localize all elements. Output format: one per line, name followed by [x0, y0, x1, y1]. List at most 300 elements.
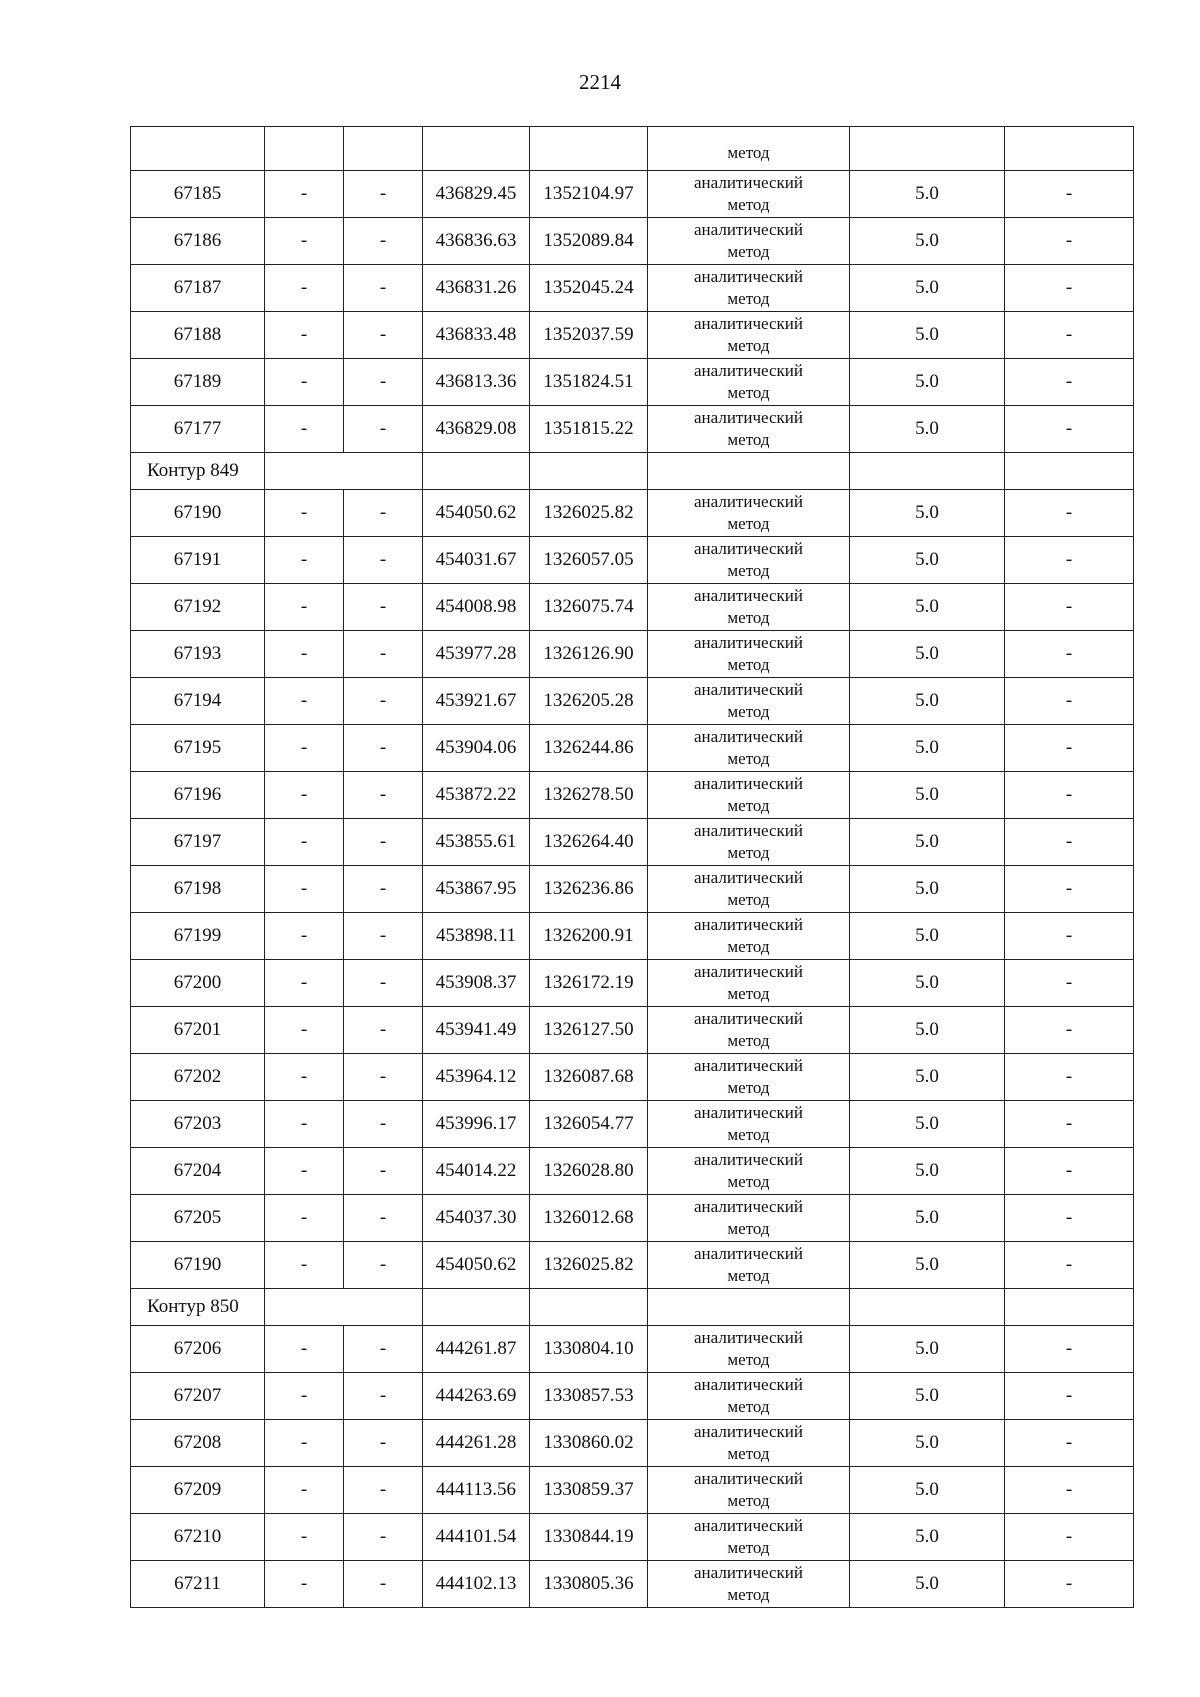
- table-row: [131, 265, 1134, 312]
- x-coordinate-cell: 453977.28: [423, 631, 530, 678]
- dash-cell: -: [1005, 725, 1134, 772]
- dash-cell: -: [265, 1195, 344, 1242]
- dash-cell: -: [344, 1101, 423, 1148]
- method-cell: [648, 312, 850, 359]
- dash-cell: -: [265, 265, 344, 312]
- table-cell: [850, 1289, 1005, 1326]
- dash-cell: -: [265, 866, 344, 913]
- method-text: метод: [727, 195, 770, 214]
- dash-cell: -: [344, 265, 423, 312]
- section-header-row: [131, 1289, 1134, 1326]
- dash-cell: -: [344, 1373, 423, 1420]
- method-text: аналитический: [694, 1103, 803, 1122]
- method-text: аналитический: [694, 915, 803, 934]
- dash-cell: -: [1005, 1561, 1134, 1608]
- page-number: 2214: [579, 70, 621, 94]
- dash-cell: -: [344, 359, 423, 406]
- accuracy-cell: 5.0: [850, 819, 1005, 866]
- dash-cell: -: [344, 772, 423, 819]
- dash-cell: -: [265, 171, 344, 218]
- dash-cell: -: [1005, 584, 1134, 631]
- accuracy-cell: 5.0: [850, 1514, 1005, 1561]
- method-text: аналитический: [694, 821, 803, 840]
- accuracy-cell: 5.0: [850, 312, 1005, 359]
- point-id-cell: 67202: [131, 1054, 265, 1101]
- accuracy-cell: 5.0: [850, 171, 1005, 218]
- dash-cell: -: [265, 1326, 344, 1373]
- point-id-cell: 67197: [131, 819, 265, 866]
- point-id-cell: 67211: [131, 1561, 265, 1608]
- x-coordinate-cell: 453996.17: [423, 1101, 530, 1148]
- section-header-row: [131, 453, 1134, 490]
- y-coordinate-cell: 1326054.77: [530, 1101, 648, 1148]
- table-row: [131, 312, 1134, 359]
- method-cell: [648, 1326, 850, 1373]
- method-text: метод: [727, 289, 770, 308]
- dash-cell: -: [1005, 1148, 1134, 1195]
- dash-cell: -: [1005, 312, 1134, 359]
- dash-cell: -: [1005, 218, 1134, 265]
- y-coordinate-cell: 1330859.37: [530, 1467, 648, 1514]
- point-id-cell: 67199: [131, 913, 265, 960]
- x-coordinate-cell: 453908.37: [423, 960, 530, 1007]
- table-row: [131, 359, 1134, 406]
- x-coordinate-cell: 444261.28: [423, 1420, 530, 1467]
- table-cell: [131, 127, 265, 171]
- x-coordinate-cell: 444102.13: [423, 1561, 530, 1608]
- point-id-cell: 67196: [131, 772, 265, 819]
- dash-cell: -: [1005, 1420, 1134, 1467]
- dash-cell: -: [1005, 1101, 1134, 1148]
- x-coordinate-cell: 454050.62: [423, 1242, 530, 1289]
- point-id-cell: 67189: [131, 359, 265, 406]
- table-cell: [530, 453, 648, 490]
- y-coordinate-cell: 1326264.40: [530, 819, 648, 866]
- table-cell: [850, 127, 1005, 171]
- dash-cell: -: [265, 1514, 344, 1561]
- y-coordinate-cell: 1326244.86: [530, 725, 648, 772]
- method-cell: [648, 1007, 850, 1054]
- accuracy-cell: 5.0: [850, 866, 1005, 913]
- method-text: метод: [727, 383, 770, 402]
- y-coordinate-cell: 1330804.10: [530, 1326, 648, 1373]
- table-row: [131, 819, 1134, 866]
- method-text: аналитический: [694, 1009, 803, 1028]
- accuracy-cell: 5.0: [850, 359, 1005, 406]
- y-coordinate-cell: 1326057.05: [530, 537, 648, 584]
- y-coordinate-cell: 1326028.80: [530, 1148, 648, 1195]
- x-coordinate-cell: 453855.61: [423, 819, 530, 866]
- dash-cell: -: [1005, 537, 1134, 584]
- table-body: [131, 127, 1134, 1608]
- y-coordinate-cell: 1326200.91: [530, 913, 648, 960]
- table-cell: [423, 127, 530, 171]
- x-coordinate-cell: 454031.67: [423, 537, 530, 584]
- dash-cell: -: [1005, 1373, 1134, 1420]
- table-cell: [850, 453, 1005, 490]
- dash-cell: -: [1005, 819, 1134, 866]
- table-row: [131, 960, 1134, 1007]
- dash-cell: -: [265, 631, 344, 678]
- method-text: метод: [727, 937, 770, 956]
- accuracy-cell: 5.0: [850, 1101, 1005, 1148]
- table-row: [131, 1561, 1134, 1608]
- dash-cell: -: [344, 406, 423, 453]
- method-text: аналитический: [694, 1244, 803, 1263]
- method-cell: [648, 772, 850, 819]
- point-id-cell: 67186: [131, 218, 265, 265]
- method-text: метод: [727, 984, 770, 1003]
- x-coordinate-cell: 454014.22: [423, 1148, 530, 1195]
- method-text: аналитический: [694, 633, 803, 652]
- method-text: метод: [727, 143, 770, 162]
- dash-cell: -: [265, 819, 344, 866]
- table-row: [131, 631, 1134, 678]
- point-id-cell: 67207: [131, 1373, 265, 1420]
- table-row: [131, 1148, 1134, 1195]
- dash-cell: -: [344, 1054, 423, 1101]
- dash-cell: -: [344, 1467, 423, 1514]
- method-text: метод: [727, 1585, 770, 1604]
- dash-cell: -: [344, 218, 423, 265]
- accuracy-cell: 5.0: [850, 1326, 1005, 1373]
- coordinates-table: [130, 126, 1134, 1608]
- table-row: [131, 1420, 1134, 1467]
- x-coordinate-cell: 436813.36: [423, 359, 530, 406]
- dash-cell: -: [344, 312, 423, 359]
- method-cell: [648, 406, 850, 453]
- dash-cell: -: [1005, 1242, 1134, 1289]
- x-coordinate-cell: 453872.22: [423, 772, 530, 819]
- y-coordinate-cell: 1330805.36: [530, 1561, 648, 1608]
- point-id-cell: 67190: [131, 490, 265, 537]
- dash-cell: -: [265, 359, 344, 406]
- method-cell: [648, 1561, 850, 1608]
- table-row: [131, 1054, 1134, 1101]
- table-cell: [648, 1289, 850, 1326]
- point-id-cell: 67185: [131, 171, 265, 218]
- dash-cell: -: [344, 1561, 423, 1608]
- dash-cell: -: [265, 1054, 344, 1101]
- method-text: метод: [727, 1172, 770, 1191]
- method-text: метод: [727, 843, 770, 862]
- method-cell: [648, 218, 850, 265]
- dash-cell: -: [344, 960, 423, 1007]
- point-id-cell: 67206: [131, 1326, 265, 1373]
- method-text: метод: [727, 1350, 770, 1369]
- dash-cell: -: [344, 1195, 423, 1242]
- y-coordinate-cell: 1352037.59: [530, 312, 648, 359]
- dash-cell: -: [265, 913, 344, 960]
- table-row: [131, 1514, 1134, 1561]
- method-text: аналитический: [694, 774, 803, 793]
- dash-cell: -: [1005, 1326, 1134, 1373]
- method-text: метод: [727, 1538, 770, 1557]
- method-text: аналитический: [694, 173, 803, 192]
- method-text: аналитический: [694, 267, 803, 286]
- table-row: [131, 1101, 1134, 1148]
- point-id-cell: 67200: [131, 960, 265, 1007]
- dash-cell: -: [265, 537, 344, 584]
- point-id-cell: 67203: [131, 1101, 265, 1148]
- dash-cell: -: [265, 406, 344, 453]
- y-coordinate-cell: 1326172.19: [530, 960, 648, 1007]
- y-coordinate-cell: 1326127.50: [530, 1007, 648, 1054]
- dash-cell: -: [265, 490, 344, 537]
- point-id-cell: 67190: [131, 1242, 265, 1289]
- dash-cell: -: [265, 1561, 344, 1608]
- method-cell: [648, 537, 850, 584]
- method-text: аналитический: [694, 680, 803, 699]
- dash-cell: -: [1005, 265, 1134, 312]
- point-id-cell: 67193: [131, 631, 265, 678]
- table-row: [131, 171, 1134, 218]
- table-row: [131, 1242, 1134, 1289]
- method-cell: [648, 490, 850, 537]
- method-text: метод: [727, 1125, 770, 1144]
- section-label: Контур 850: [131, 1289, 265, 1326]
- x-coordinate-cell: 454008.98: [423, 584, 530, 631]
- method-text: аналитический: [694, 492, 803, 511]
- method-text: метод: [727, 336, 770, 355]
- dash-cell: -: [344, 537, 423, 584]
- x-coordinate-cell: 444101.54: [423, 1514, 530, 1561]
- x-coordinate-cell: 436836.63: [423, 218, 530, 265]
- accuracy-cell: 5.0: [850, 725, 1005, 772]
- dash-cell: -: [265, 1420, 344, 1467]
- point-id-cell: 67204: [131, 1148, 265, 1195]
- table-cell: [265, 453, 423, 490]
- dash-cell: -: [344, 631, 423, 678]
- method-text: аналитический: [694, 1516, 803, 1535]
- method-text: метод: [727, 430, 770, 449]
- dash-cell: -: [265, 584, 344, 631]
- accuracy-cell: 5.0: [850, 1373, 1005, 1420]
- table-row: [131, 678, 1134, 725]
- dash-cell: -: [344, 1326, 423, 1373]
- method-text: метод: [727, 608, 770, 627]
- dash-cell: -: [265, 1148, 344, 1195]
- x-coordinate-cell: 436831.26: [423, 265, 530, 312]
- method-text: аналитический: [694, 1469, 803, 1488]
- dash-cell: -: [344, 819, 423, 866]
- dash-cell: -: [1005, 406, 1134, 453]
- point-id-cell: 67210: [131, 1514, 265, 1561]
- dash-cell: -: [344, 1148, 423, 1195]
- dash-cell: -: [265, 218, 344, 265]
- dash-cell: -: [265, 678, 344, 725]
- method-text: аналитический: [694, 220, 803, 239]
- table-row: [131, 218, 1134, 265]
- dash-cell: -: [1005, 1467, 1134, 1514]
- method-cell: [648, 265, 850, 312]
- y-coordinate-cell: 1330857.53: [530, 1373, 648, 1420]
- method-text: аналитический: [694, 1375, 803, 1394]
- point-id-cell: 67194: [131, 678, 265, 725]
- table-cell: [530, 1289, 648, 1326]
- method-cell: [648, 725, 850, 772]
- accuracy-cell: 5.0: [850, 631, 1005, 678]
- point-id-cell: 67208: [131, 1420, 265, 1467]
- accuracy-cell: 5.0: [850, 406, 1005, 453]
- point-id-cell: 67191: [131, 537, 265, 584]
- accuracy-cell: 5.0: [850, 1561, 1005, 1608]
- dash-cell: -: [265, 1242, 344, 1289]
- accuracy-cell: 5.0: [850, 772, 1005, 819]
- y-coordinate-cell: 1352045.24: [530, 265, 648, 312]
- point-id-cell: 67188: [131, 312, 265, 359]
- y-coordinate-cell: 1351824.51: [530, 359, 648, 406]
- dash-cell: -: [344, 913, 423, 960]
- point-id-cell: 67195: [131, 725, 265, 772]
- method-text: метод: [727, 561, 770, 580]
- dash-cell: -: [265, 725, 344, 772]
- x-coordinate-cell: 454037.30: [423, 1195, 530, 1242]
- y-coordinate-cell: 1326075.74: [530, 584, 648, 631]
- point-id-cell: 67205: [131, 1195, 265, 1242]
- method-cell: [648, 1195, 850, 1242]
- table-cell: [648, 453, 850, 490]
- x-coordinate-cell: 444263.69: [423, 1373, 530, 1420]
- y-coordinate-cell: 1351815.22: [530, 406, 648, 453]
- table-row: [131, 584, 1134, 631]
- accuracy-cell: 5.0: [850, 1148, 1005, 1195]
- section-label: Контур 849: [131, 453, 265, 490]
- method-text: аналитический: [694, 1563, 803, 1582]
- table-row: [131, 406, 1134, 453]
- method-text: аналитический: [694, 1197, 803, 1216]
- dash-cell: -: [1005, 772, 1134, 819]
- table-row: [131, 1326, 1134, 1373]
- point-id-cell: 67187: [131, 265, 265, 312]
- dash-cell: -: [265, 312, 344, 359]
- method-text: метод: [727, 514, 770, 533]
- method-cell: [648, 1420, 850, 1467]
- dash-cell: -: [1005, 171, 1134, 218]
- point-id-cell: 67209: [131, 1467, 265, 1514]
- table-cell: [1005, 1289, 1134, 1326]
- dash-cell: -: [344, 584, 423, 631]
- x-coordinate-cell: 453898.11: [423, 913, 530, 960]
- y-coordinate-cell: 1330860.02: [530, 1420, 648, 1467]
- dash-cell: -: [265, 1101, 344, 1148]
- accuracy-cell: 5.0: [850, 1007, 1005, 1054]
- method-cell: [648, 1242, 850, 1289]
- x-coordinate-cell: 454050.62: [423, 490, 530, 537]
- method-cell: [648, 819, 850, 866]
- point-id-cell: 67192: [131, 584, 265, 631]
- dash-cell: -: [344, 678, 423, 725]
- x-coordinate-cell: 453921.67: [423, 678, 530, 725]
- method-text: аналитический: [694, 1328, 803, 1347]
- method-text: метод: [727, 1078, 770, 1097]
- method-text: метод: [727, 1444, 770, 1463]
- y-coordinate-cell: 1330844.19: [530, 1514, 648, 1561]
- accuracy-cell: 5.0: [850, 490, 1005, 537]
- method-cell: [648, 359, 850, 406]
- dash-cell: -: [344, 1514, 423, 1561]
- dash-cell: -: [1005, 913, 1134, 960]
- dash-cell: -: [344, 866, 423, 913]
- table-row: [131, 725, 1134, 772]
- y-coordinate-cell: 1352104.97: [530, 171, 648, 218]
- x-coordinate-cell: 453904.06: [423, 725, 530, 772]
- x-coordinate-cell: 436829.08: [423, 406, 530, 453]
- table-cell: [265, 1289, 423, 1326]
- method-cell: [648, 1101, 850, 1148]
- method-cell: [648, 960, 850, 1007]
- method-text: метод: [727, 655, 770, 674]
- method-text: аналитический: [694, 1056, 803, 1075]
- y-coordinate-cell: 1326025.82: [530, 1242, 648, 1289]
- method-cell: [648, 1514, 850, 1561]
- dash-cell: -: [265, 1467, 344, 1514]
- method-cell: [648, 171, 850, 218]
- method-cell: [648, 1054, 850, 1101]
- dash-cell: -: [1005, 359, 1134, 406]
- y-coordinate-cell: 1326205.28: [530, 678, 648, 725]
- method-text: аналитический: [694, 314, 803, 333]
- table-cell: [1005, 453, 1134, 490]
- accuracy-cell: 5.0: [850, 678, 1005, 725]
- dash-cell: -: [265, 1007, 344, 1054]
- dash-cell: -: [1005, 960, 1134, 1007]
- accuracy-cell: 5.0: [850, 584, 1005, 631]
- table-row: [131, 913, 1134, 960]
- table-cell: [423, 453, 530, 490]
- method-text: метод: [727, 242, 770, 261]
- method-cell: [648, 913, 850, 960]
- y-coordinate-cell: 1326278.50: [530, 772, 648, 819]
- x-coordinate-cell: 453867.95: [423, 866, 530, 913]
- dash-cell: -: [344, 490, 423, 537]
- method-text: аналитический: [694, 539, 803, 558]
- method-cell: [648, 584, 850, 631]
- dash-cell: -: [265, 772, 344, 819]
- dash-cell: -: [1005, 1007, 1134, 1054]
- y-coordinate-cell: 1326012.68: [530, 1195, 648, 1242]
- accuracy-cell: 5.0: [850, 960, 1005, 1007]
- method-text: метод: [727, 1031, 770, 1050]
- dash-cell: -: [344, 1420, 423, 1467]
- point-id-cell: 67201: [131, 1007, 265, 1054]
- y-coordinate-cell: 1326126.90: [530, 631, 648, 678]
- method-text: аналитический: [694, 1422, 803, 1441]
- y-coordinate-cell: 1326236.86: [530, 866, 648, 913]
- x-coordinate-cell: 444261.87: [423, 1326, 530, 1373]
- table-cell: [344, 127, 423, 171]
- method-text: аналитический: [694, 586, 803, 605]
- table-cell: [423, 1289, 530, 1326]
- point-id-cell: 67198: [131, 866, 265, 913]
- x-coordinate-cell: 444113.56: [423, 1467, 530, 1514]
- method-text: аналитический: [694, 1150, 803, 1169]
- accuracy-cell: 5.0: [850, 1420, 1005, 1467]
- table-row: [131, 772, 1134, 819]
- dash-cell: -: [1005, 866, 1134, 913]
- method-text: метод: [727, 1491, 770, 1510]
- method-cell: [648, 866, 850, 913]
- dash-cell: -: [344, 171, 423, 218]
- accuracy-cell: 5.0: [850, 1054, 1005, 1101]
- table-cell: [530, 127, 648, 171]
- x-coordinate-cell: 436833.48: [423, 312, 530, 359]
- method-cell: [648, 1373, 850, 1420]
- dash-cell: -: [1005, 631, 1134, 678]
- dash-cell: -: [344, 1007, 423, 1054]
- accuracy-cell: 5.0: [850, 537, 1005, 584]
- y-coordinate-cell: 1352089.84: [530, 218, 648, 265]
